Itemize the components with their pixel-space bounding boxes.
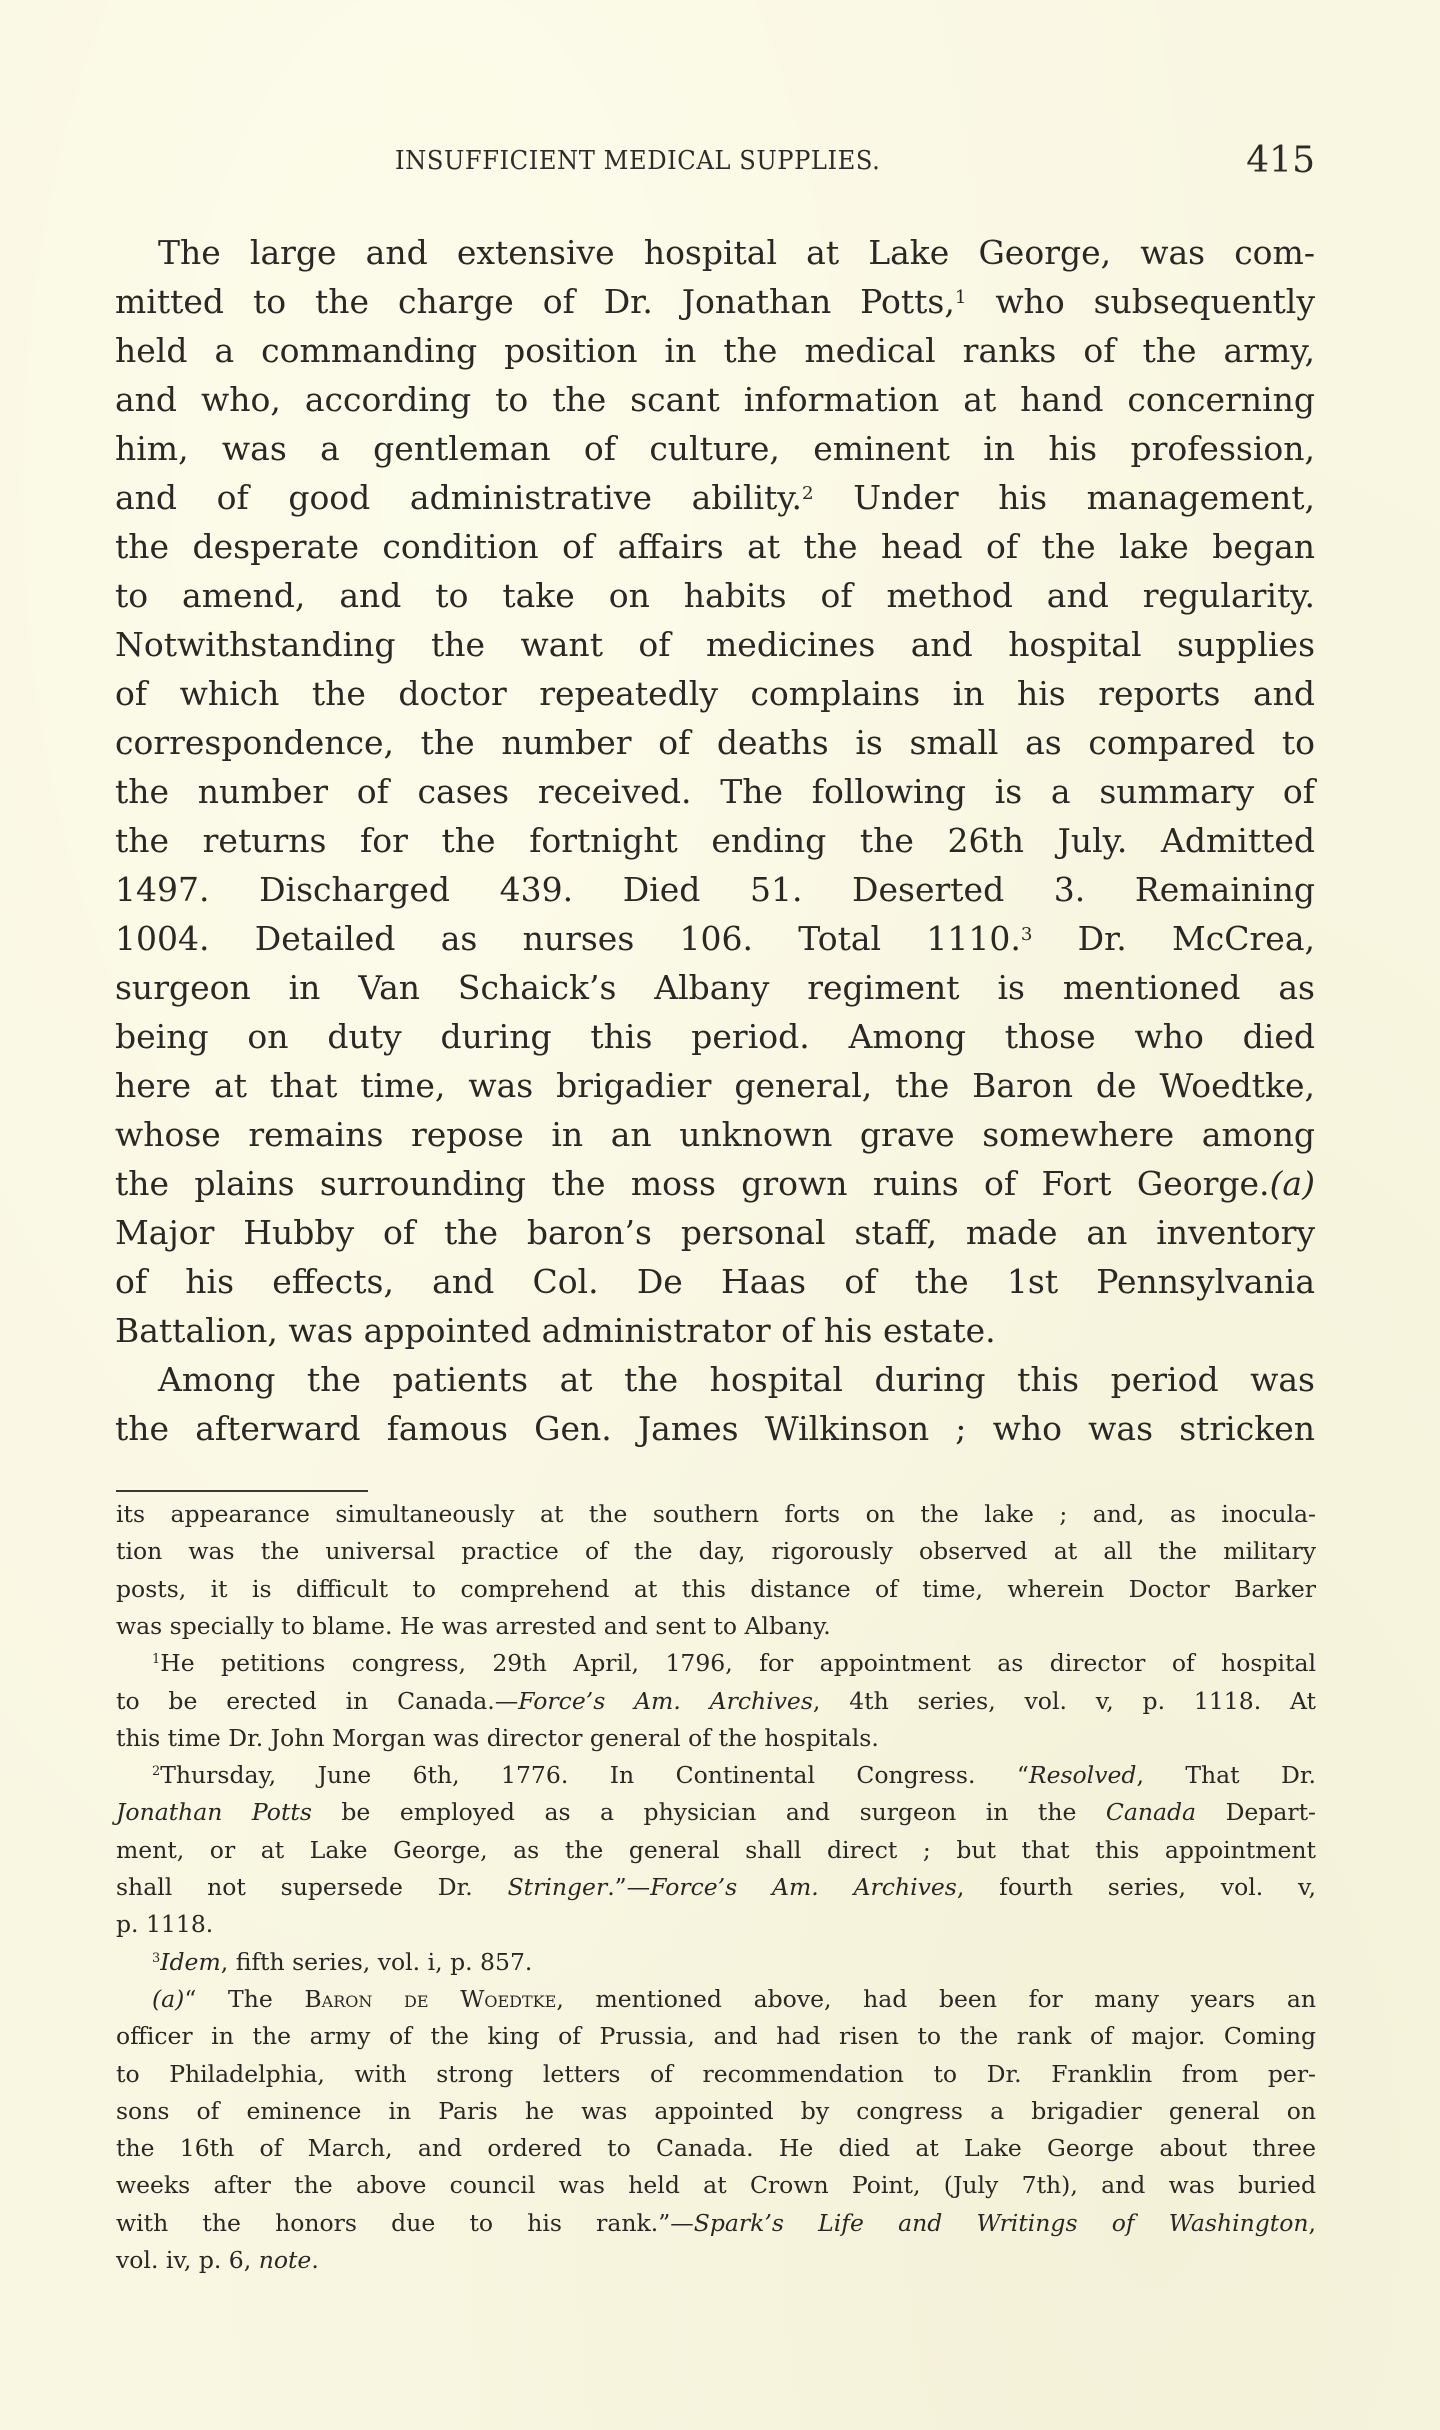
footnote-ref[interactable]: 3 <box>1020 924 1033 945</box>
running-head <box>395 140 1315 190</box>
body-line: him, was a gentleman of culture, eminent in his profession, <box>115 429 1315 468</box>
footnote-text: , That Dr. <box>1136 1761 1316 1790</box>
footnote-text: shall not supersede Dr. <box>116 1873 508 1901</box>
footnote-line: its appearance simultaneously at the southern forts on the lake ; and, as inocula- <box>116 1500 1316 1528</box>
body-line: Among the patients at the hospital during this period was <box>158 1360 1315 1399</box>
footnote-line: to Philadelphia, with strong letters of recommendation to Dr. Franklin from per- <box>116 2059 1316 2088</box>
body-line: the number of cases received. The following is a summary of <box>115 772 1315 811</box>
footnote-mark: (a) <box>152 1984 185 2013</box>
footnote-line: was specially to blame. He was arrested and sent to Albany. <box>116 1611 831 1640</box>
body-line-text: the plains surrounding the moss grown ruins of Fort George. <box>115 1164 1270 1203</box>
footnote-text: He petitions congress, 29th April, 1796, for appointment as director of hospital <box>160 1649 1316 1678</box>
footnote-text: , fourth series, vol. v, <box>956 1873 1316 1901</box>
body-line: being on duty during this period. Among those who died <box>115 1017 1315 1056</box>
footnote-line <box>116 2242 1316 2279</box>
footnote-line <box>116 1794 1316 1831</box>
footnote-italic: Idem <box>160 1947 221 1976</box>
body-line <box>115 914 1315 963</box>
footnote-text: Depart- <box>1196 1798 1316 1827</box>
footnote-text: .”— <box>607 1873 651 1901</box>
footnote-text: , fifth series, vol. i, p. 857. <box>220 1947 533 1976</box>
body-line: of his effects, and Col. De Haas of the 1st Pennsylvania <box>115 1262 1315 1301</box>
footnote-line <box>116 2205 1316 2242</box>
body-line: the afterward famous Gen. James Wilkinson ; who was stricken <box>115 1409 1315 1448</box>
footnote-mark: 3 <box>152 1950 161 1966</box>
footnote-text: to be erected in Canada.— <box>116 1686 519 1715</box>
body-line: held a commanding position in the medical ranks of the army, <box>115 331 1315 370</box>
body-line: Battalion, was appointed administrator of his estate. <box>115 1311 996 1350</box>
footnote-line: sons of eminence in Paris he was appointed by congress a brigadier general on <box>116 2096 1316 2125</box>
footnote-line <box>116 1683 1316 1720</box>
footnote-text: , <box>1308 2208 1316 2237</box>
footnote-rule <box>116 1490 368 1492</box>
footnote-text: . <box>311 2246 319 2274</box>
body-line: to amend, and to take on habits of method and regularity. <box>115 576 1315 615</box>
body-line: the returns for the fortnight ending the 26th July. Admitted <box>115 821 1315 860</box>
footnote-a <box>116 1981 1316 2018</box>
footnote-italic: Resolved <box>1028 1761 1137 1790</box>
footnote-ref[interactable]: (a) <box>1269 1164 1315 1203</box>
footnote-italic: Canada <box>1105 1798 1197 1827</box>
footnote-text: , 4th series, vol. v, p. 1118. At <box>812 1686 1316 1715</box>
body-line: Major Hubby of the baron’s personal staff, made an inventory <box>115 1213 1315 1252</box>
footnote-text: be employed as a physician and surgeon in the <box>311 1798 1106 1827</box>
footnote-line: the 16th of March, and ordered to Canada. He died at Lake George about three <box>116 2134 1316 2163</box>
body-line: Notwithstanding the want of medicines and hospital supplies <box>115 625 1315 664</box>
body-line: of which the doctor repeatedly complains in his reports and <box>115 674 1315 713</box>
footnote-ref[interactable]: 2 <box>802 483 814 504</box>
body-line: whose remains repose in an unknown grave somewhere among <box>115 1115 1315 1154</box>
body-line-text: and of good administrative ability. <box>115 478 803 517</box>
footnote-line: ment, or at Lake George, as the general shall direct ; but that this appointment <box>116 1835 1316 1864</box>
footnote-italic: note <box>258 2246 312 2274</box>
body-line-text: Under his management, <box>853 478 1315 517</box>
footnote-text: , mentioned above, had been for many years an <box>556 1984 1317 2013</box>
body-line: correspondence, the number of deaths is small as compared to <box>115 723 1315 762</box>
citation-title: Force’s Am. Archives <box>518 1686 813 1715</box>
body-line-text: mitted to the charge of Dr. Jonathan Potts, <box>115 282 955 321</box>
page-number: 415 <box>1246 140 1315 181</box>
footnote-italic: Jonathan Potts <box>116 1798 312 1827</box>
citation-title: Spark’s Life and Writings of Washington <box>693 2208 1309 2237</box>
footnote-mark: 1 <box>152 1652 161 1668</box>
body-line: The large and extensive hospital at Lake George, was com- <box>158 233 1315 272</box>
footnote-3 <box>116 1944 1316 1981</box>
body-line <box>115 473 1315 522</box>
footnote-smallcaps: Baron de Woedtke <box>304 1984 557 2013</box>
footnote-line: weeks after the above council was held at Crown Point, (July 7th), and was buried <box>116 2171 1316 2200</box>
footnote-italic: Stringer <box>507 1873 608 1901</box>
footnote-line <box>116 1869 1316 1906</box>
body-line <box>115 1159 1315 1208</box>
body-line-text: Dr. McCrea, <box>1077 919 1315 958</box>
body-line: and who, according to the scant information at hand concerning <box>115 380 1315 419</box>
footnote-2 <box>116 1757 1316 1794</box>
footnote-line: tion was the universal practice of the day, rigorously observed at all the military <box>116 1537 1316 1566</box>
footnote-line: this time Dr. John Morgan was director general of the hospitals. <box>116 1723 879 1752</box>
footnote-line: posts, it is difficult to comprehend at this distance of time, wherein Doctor Barker <box>116 1574 1316 1603</box>
body-line-text: who subsequently <box>995 282 1315 321</box>
citation-title: Force’s Am. Archives <box>650 1873 957 1901</box>
body-line: surgeon in Van Schaick’s Albany regiment is mentioned as <box>115 968 1315 1007</box>
footnote-text: vol. iv, p. 6, <box>116 2246 259 2274</box>
body-line <box>115 277 1315 326</box>
running-title: INSUFFICIENT MEDICAL SUPPLIES. <box>395 146 881 176</box>
footnote-1 <box>116 1645 1316 1682</box>
body-line: 1497. Discharged 439. Died 51. Deserted 3. Remaining <box>115 870 1315 909</box>
body-line: the desperate condition of affairs at the head of the lake began <box>115 527 1315 566</box>
footnote-text: Thursday, June 6th, 1776. In Continental Congress. “ <box>160 1761 1029 1790</box>
footnote-line: officer in the army of the king of Prussia, and had risen to the rank of major. Coming <box>116 2022 1316 2051</box>
footnote-text: with the honors due to his rank.”— <box>116 2208 694 2237</box>
footnote-ref[interactable]: 1 <box>954 287 967 308</box>
body-line-text: 1004. Detailed as nurses 106. Total 1110. <box>115 919 1021 958</box>
footnote-line: p. 1118. <box>116 1910 214 1939</box>
footnote-mark: 2 <box>152 1764 161 1780</box>
footnote-text: “ The <box>184 1984 305 2013</box>
body-line: here at that time, was brigadier general, the Baron de Woedtke, <box>115 1066 1315 1105</box>
